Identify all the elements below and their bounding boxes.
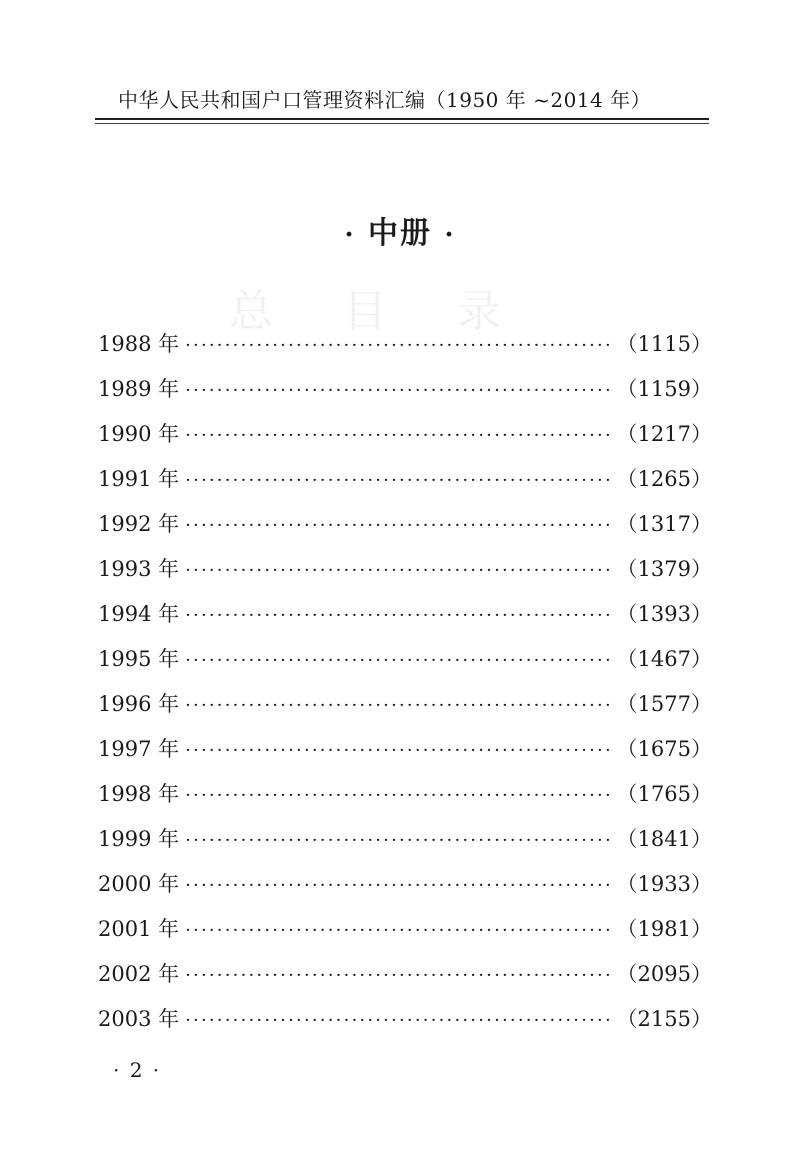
toc-entry xyxy=(98,862,712,907)
toc-entry-year: 1989 年 xyxy=(98,377,180,401)
toc-dot-leader xyxy=(185,728,610,773)
toc-entry-page: （1317） xyxy=(616,512,712,536)
toc-entry xyxy=(98,907,712,952)
toc-entry-page: （1467） xyxy=(616,647,712,671)
toc-entry-page: （1115） xyxy=(616,332,712,356)
toc-entry-year: 1994 年 xyxy=(98,602,180,626)
bleed-through-text: 总目录 xyxy=(229,286,571,337)
toc-entry-year: 2002 年 xyxy=(98,962,180,986)
toc-dot-leader xyxy=(185,683,610,728)
title-dot-right: · xyxy=(444,220,456,250)
running-header: 中华人民共和国户口管理资料汇编（1950 年 ~2014 年） xyxy=(118,88,652,112)
toc-entry xyxy=(98,547,712,592)
toc-entry-page: （1393） xyxy=(616,602,712,626)
toc-entry-page: （1159） xyxy=(616,377,712,401)
toc-entry-page: （1217） xyxy=(616,422,712,446)
toc-dot-leader xyxy=(185,413,610,458)
toc-dot-leader xyxy=(185,908,610,953)
toc-entry-year: 1998 年 xyxy=(98,782,180,806)
toc-dot-leader xyxy=(185,953,610,998)
header-rule-thin xyxy=(95,123,709,124)
toc-entry-page: （1981） xyxy=(616,917,712,941)
toc-entry xyxy=(98,682,712,727)
toc-entry-page: （1675） xyxy=(616,737,712,761)
toc-entry-year: 1995 年 xyxy=(98,647,180,671)
toc-dot-leader xyxy=(185,998,610,1043)
toc-entry-year: 1997 年 xyxy=(98,737,180,761)
toc-entry xyxy=(98,952,712,997)
toc-entry-year: 1993 年 xyxy=(98,557,180,581)
page-number: · 2 · xyxy=(113,1058,162,1082)
toc-entry xyxy=(98,727,712,772)
toc-entry xyxy=(98,412,712,457)
title-dot-left: · xyxy=(344,220,356,250)
toc-entry xyxy=(98,592,712,637)
toc-dot-leader xyxy=(185,323,610,368)
toc-entry-page: （1933） xyxy=(616,872,712,896)
toc-dot-leader xyxy=(185,368,610,413)
toc-entry xyxy=(98,502,712,547)
header-rule-thick xyxy=(95,118,709,120)
toc-entry-page: （1577） xyxy=(616,692,712,716)
toc-entry xyxy=(98,322,712,367)
toc-entry-page: （2095） xyxy=(616,962,712,986)
toc-dot-leader xyxy=(185,818,610,863)
toc-dot-leader xyxy=(185,773,610,818)
toc-entry-page: （1265） xyxy=(616,467,712,491)
toc-entry-page: （1765） xyxy=(616,782,712,806)
toc-dot-leader xyxy=(185,638,610,683)
toc-dot-leader xyxy=(185,593,610,638)
toc-entry-year: 2001 年 xyxy=(98,917,180,941)
toc-entry xyxy=(98,367,712,412)
toc-entry-year: 2000 年 xyxy=(98,872,180,896)
toc-dot-leader xyxy=(185,503,610,548)
section-title-text: 中册 xyxy=(368,216,432,251)
toc-dot-leader xyxy=(185,548,610,593)
table-of-contents xyxy=(98,322,712,1042)
toc-entry-page: （1379） xyxy=(616,557,712,581)
toc-entry xyxy=(98,772,712,817)
toc-dot-leader xyxy=(185,458,610,503)
toc-entry-year: 1999 年 xyxy=(98,827,180,851)
toc-entry-year: 1988 年 xyxy=(98,332,180,356)
toc-entry-page: （2155） xyxy=(616,1007,712,1031)
toc-entry xyxy=(98,997,712,1042)
section-title xyxy=(0,208,800,252)
toc-entry-year: 1996 年 xyxy=(98,692,180,716)
toc-entry xyxy=(98,637,712,682)
toc-entry-year: 1991 年 xyxy=(98,467,180,491)
toc-entry-page: （1841） xyxy=(616,827,712,851)
toc-entry-year: 2003 年 xyxy=(98,1007,180,1031)
toc-entry xyxy=(98,817,712,862)
toc-entry xyxy=(98,457,712,502)
toc-dot-leader xyxy=(185,863,610,908)
toc-entry-year: 1992 年 xyxy=(98,512,180,536)
toc-entry-year: 1990 年 xyxy=(98,422,180,446)
